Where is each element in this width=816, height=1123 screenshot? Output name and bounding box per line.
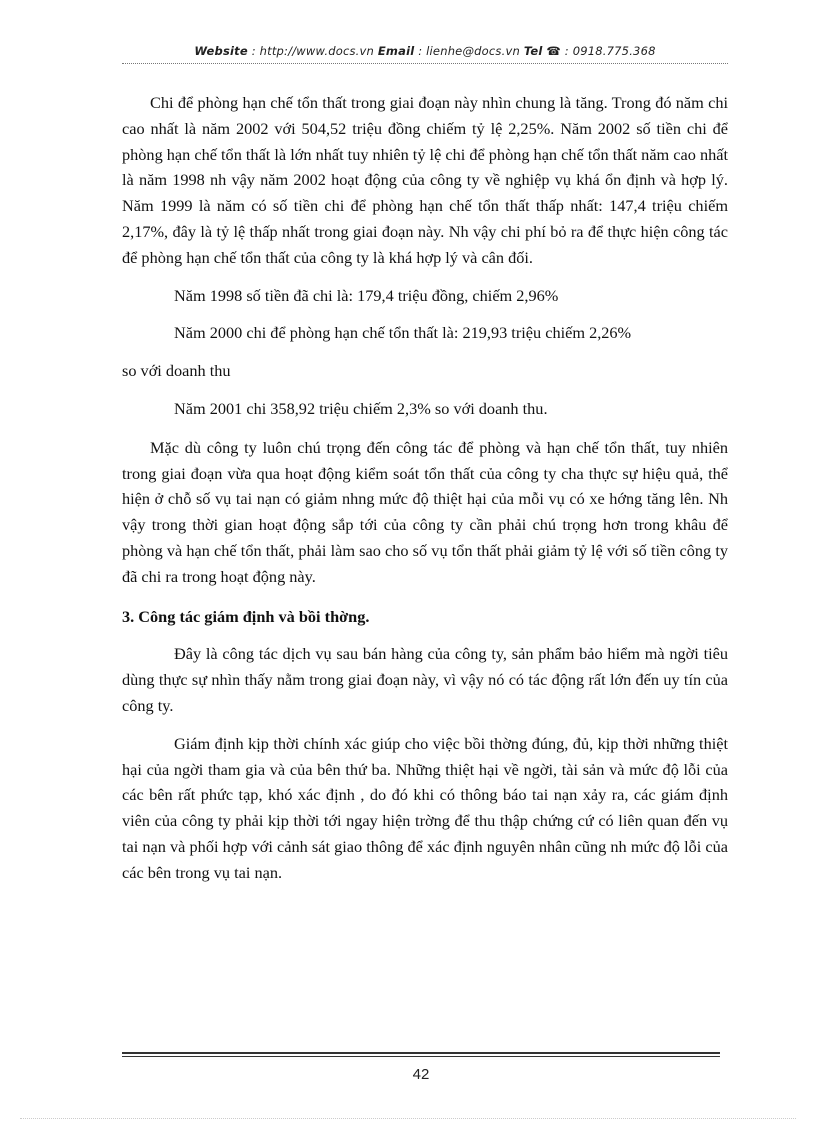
footer-divider <box>122 1052 720 1054</box>
paragraph: Giám định kịp thời chính xác giúp cho việc bồi thờng đúng, đủ, kịp thời những thiệt hại của ngời tham gia và của bên thứ ba. Những thiệt hại về ngời, tài sản và mức độ lỗi của các bên rất phức tạp, khó xác định , do đó khi có thông báo tai nạn xảy ra, các giám định viên của công ty phải kịp thời tới ngay hiện trờng để thu thập chứng cứ có liên quan đến vụ tai nạn và phối hợp với cảnh sát giao thông để xác định nguyên nhân cũng nh mức độ lỗi của các bên trong vụ tai nạn. <box>122 733 728 882</box>
paragraph: Mặc dù công ty luôn chú trọng đến công tác để phòng và hạn chế tổn thất, tuy nhiên trong giai đoạn vừa qua hoạt động kiểm soát tổn thất của công ty cha thực sự hiệu quả, thể hiện ở chỗ số vụ tai nạn có giảm nhng mức độ thiệt hại của mỗi vụ có xe hớng tăng lên. Nh vậy trong thời gian hoạt động sắp tới của công ty cần phải chú trọng hơn trong khâu để phòng và hạn chế tổn thất, phải làm sao cho số vụ tổn thất phải giảm tỷ lệ với số tiền công ty đã chi ra trong hoạt động này. <box>122 437 728 586</box>
phone-number: : 0918.775.368 <box>560 44 656 58</box>
page-header <box>122 44 728 60</box>
email-label: Email <box>377 44 415 58</box>
website-label: Website <box>194 44 248 58</box>
section-heading: 3. Công tác giám định và bồi thờng. <box>122 606 370 626</box>
page-number: 42 <box>412 1066 430 1083</box>
footer-divider-thin <box>122 1056 720 1057</box>
phone-icon: ☎ <box>546 44 561 58</box>
website-url: : http://www.docs.vn <box>247 44 378 58</box>
paragraph: Năm 1998 số tiền đã chi là: 179,4 triệu đồng, chiếm 2,96% <box>174 285 559 305</box>
paragraph: Chi để phòng hạn chế tổn thất trong giai đoạn này nhìn chung là tăng. Trong đó năm chi cao nhất là năm 2002 với 504,52 triệu đồng chiếm tỷ lệ 2,25%. Năm 2002 số tiền chi để phòng hạn chế tổn thất là lớn nhất tuy nhiên tỷ lệ chi để phòng hạn chế tổn thất năm cao nhất là năm 1998 nh vậy năm 2002 hoạt động của công ty về nghiệp vụ khá ổn định và hợp lý. Năm 1999 là năm có số tiền chi để phòng hạn chế tổn thất thấp nhất: 147,4 triệu chiếm 2,17%, đây là tỷ lệ thấp nhất trong giai đoạn này. Nh vậy chi phí bỏ ra để thực hiện công tác để phòng hạn chế tổn thất của công ty là khá hợp lý và cân đối. <box>122 93 728 267</box>
document-body <box>122 90 728 886</box>
bottom-border <box>20 1118 796 1119</box>
tel-label: Tel <box>523 44 543 58</box>
paragraph: so với doanh thu <box>122 361 231 381</box>
paragraph: Năm 2001 chi 358,92 triệu chiếm 2,3% so với doanh thu. <box>174 398 548 418</box>
paragraph: Đây là công tác dịch vụ sau bán hàng của công ty, sản phẩm bảo hiểm mà ngời tiêu dùng thực sự nhìn thấy nằm trong giai đoạn này, vì vậy nó có tác động rất lớn đến uy tín của công ty. <box>122 644 728 715</box>
paragraph: Năm 2000 chi để phòng hạn chế tổn thất là: 219,93 triệu chiếm 2,26% <box>174 323 632 343</box>
email-address: : lienhe@docs.vn <box>414 44 524 58</box>
header-divider <box>122 63 728 64</box>
